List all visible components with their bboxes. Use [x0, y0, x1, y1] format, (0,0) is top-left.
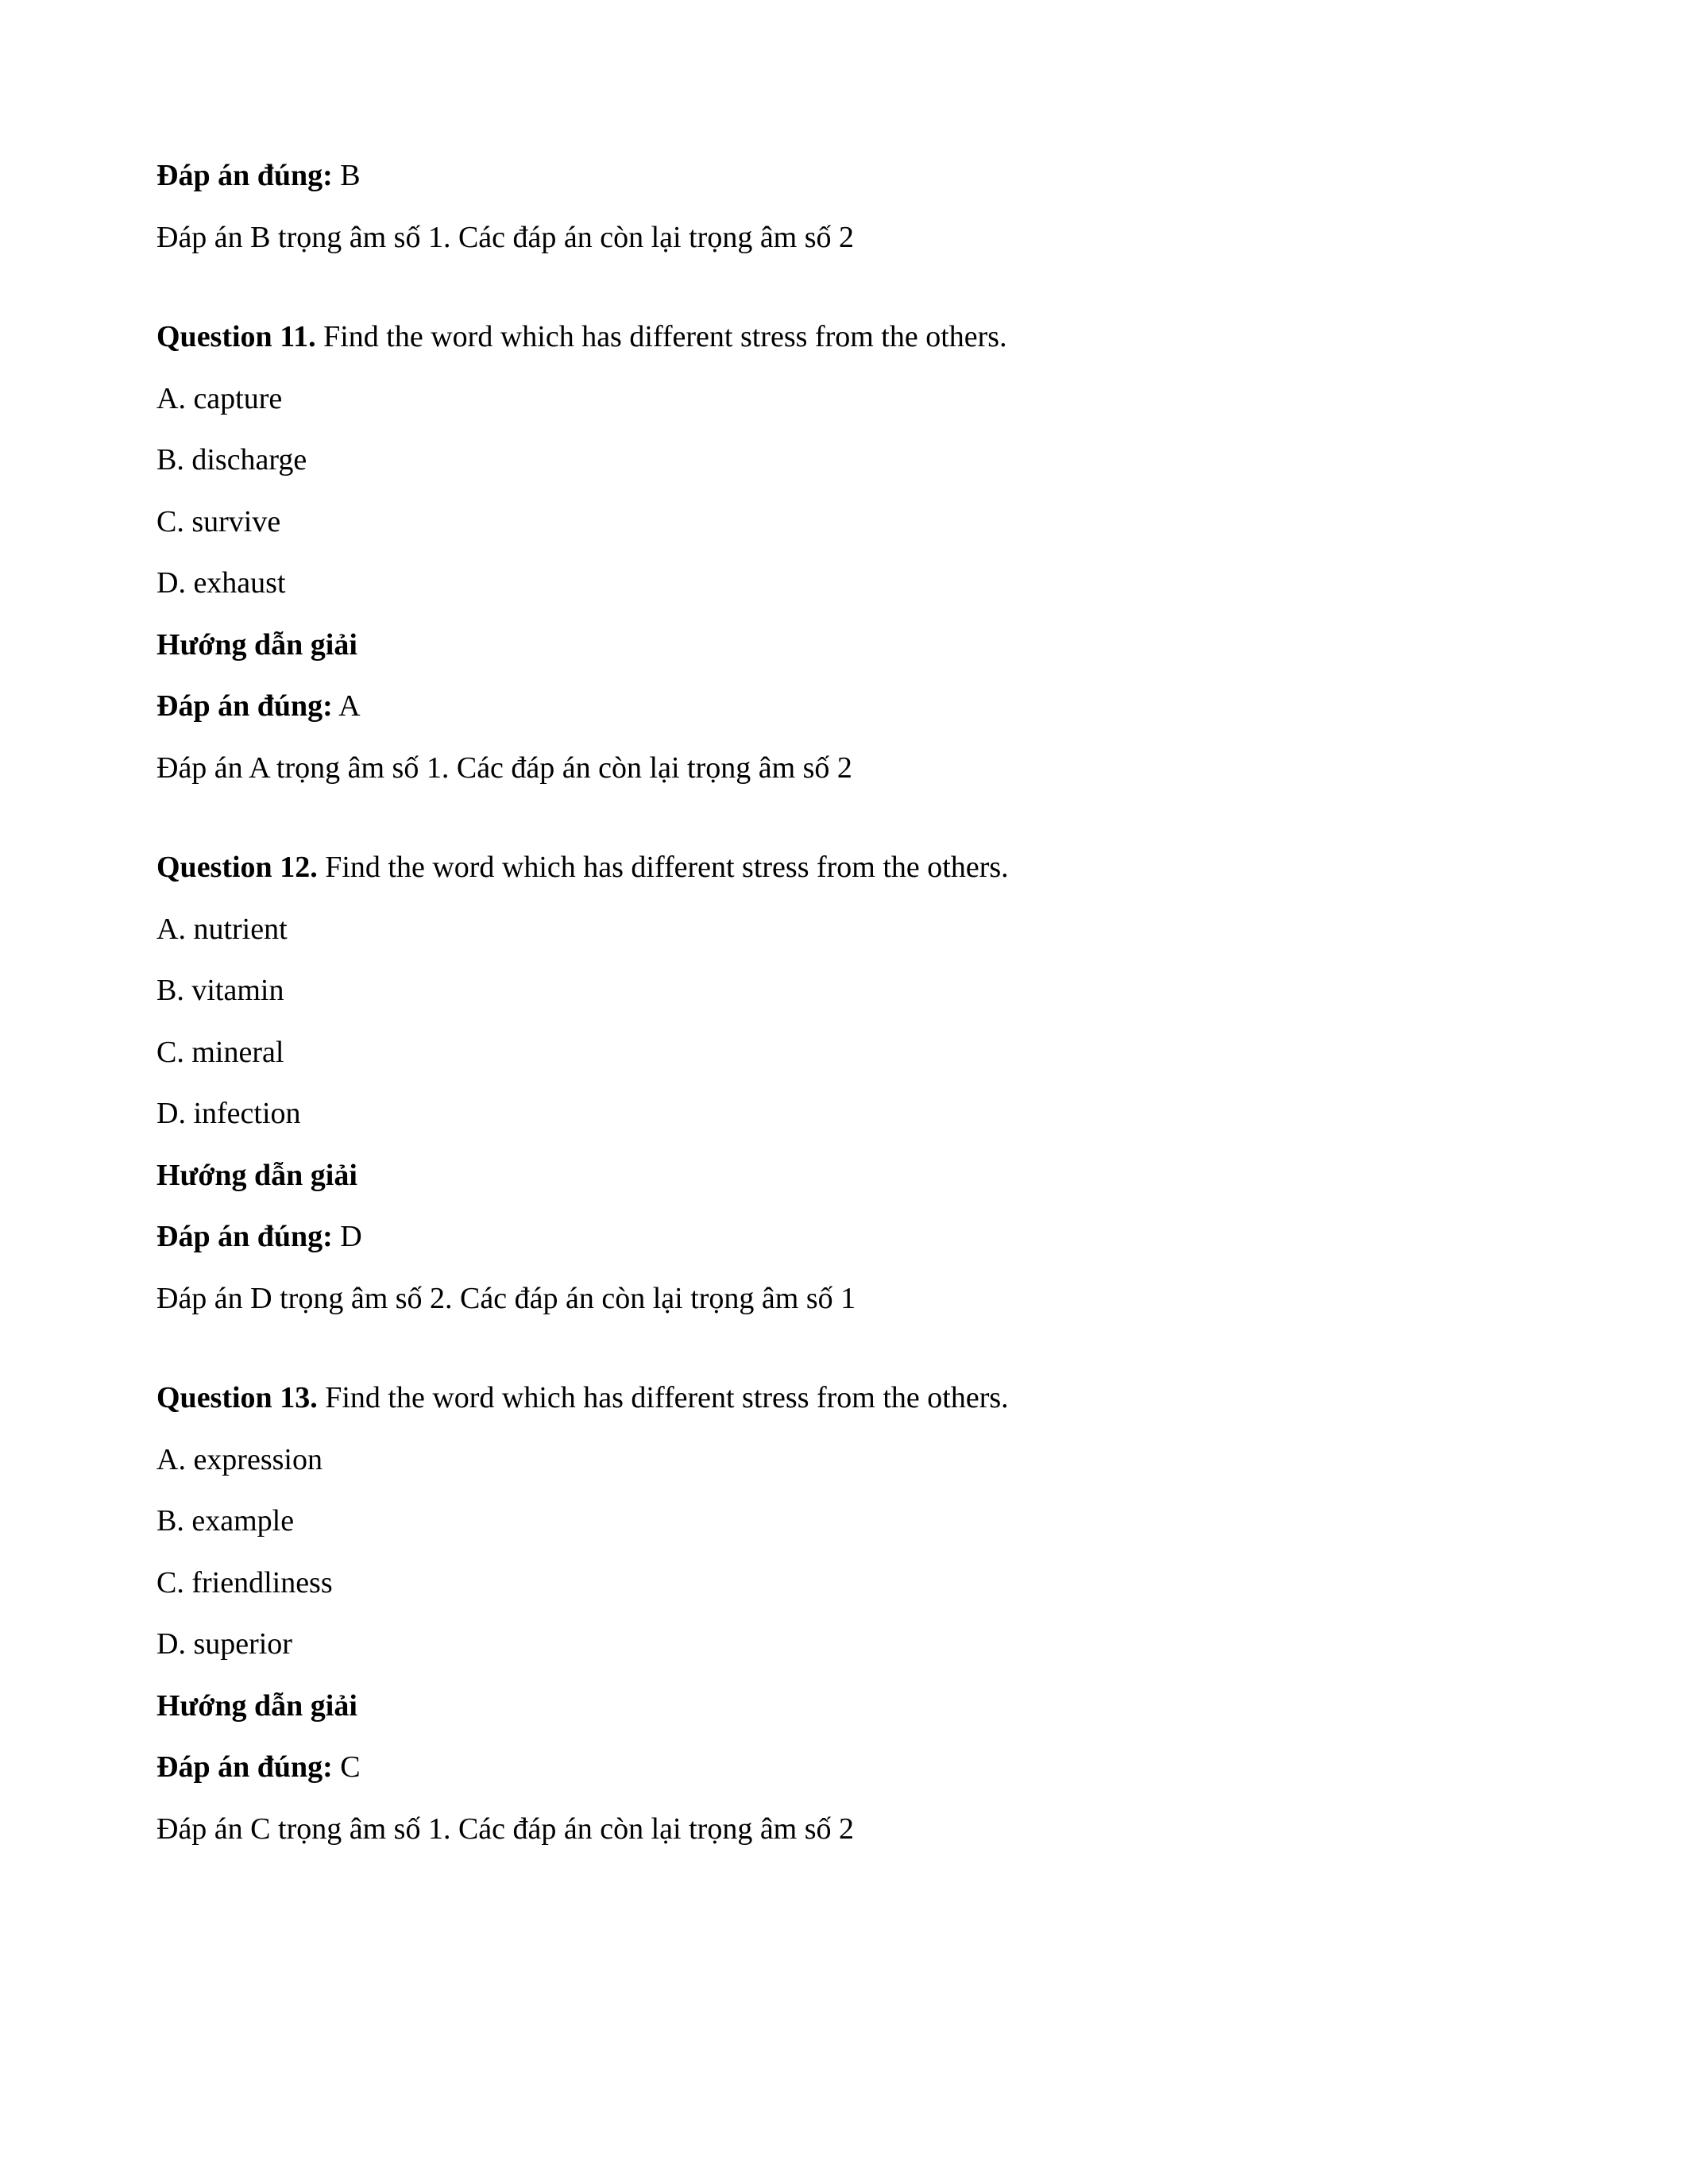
question-prompt: Find the word which has different stress from the others.: [323, 320, 1007, 353]
answer-value: B: [340, 159, 361, 192]
answer-line: [156, 157, 1529, 195]
answer-line: [156, 688, 1529, 726]
answer-explanation: Đáp án D trọng âm số 2. Các đáp án còn lại trọng âm số 1: [156, 1281, 856, 1315]
answer-label: Đáp án đúng:: [156, 1220, 333, 1253]
option-a: A. capture: [156, 381, 283, 415]
option-b: B. discharge: [156, 443, 307, 477]
answer-value: A: [338, 689, 361, 723]
answer-label: Đáp án đúng:: [156, 159, 333, 192]
guide-heading: Hướng dẫn giải: [156, 1158, 357, 1192]
question-block-13: [156, 1379, 1529, 1848]
answer-line: [156, 1749, 1529, 1787]
question-prompt: Find the word which has different stress from the others.: [325, 1381, 1009, 1414]
answer-label: Đáp án đúng:: [156, 689, 333, 723]
option-b: B. vitamin: [156, 974, 284, 1007]
option-d: D. superior: [156, 1627, 292, 1661]
answer-explanation: Đáp án B trọng âm số 1. Các đáp án còn lại trọng âm số 2: [156, 220, 855, 254]
guide-heading: Hướng dẫn giải: [156, 627, 357, 662]
answer-explanation: Đáp án C trọng âm số 1. Các đáp án còn lại trọng âm số 2: [156, 1812, 855, 1846]
option-c: C. mineral: [156, 1035, 284, 1069]
question-prompt: Find the word which has different stress from the others.: [325, 851, 1009, 884]
answer-label: Đáp án đúng:: [156, 1750, 333, 1784]
answer-value: D: [340, 1220, 362, 1253]
option-c: C. survive: [156, 504, 281, 538]
option-d: D. infection: [156, 1097, 301, 1130]
question-line: [156, 318, 1529, 357]
option-d: D. exhaust: [156, 566, 286, 600]
guide-heading: Hướng dẫn giải: [156, 1688, 357, 1723]
option-c: C. friendliness: [156, 1565, 333, 1599]
question-block-11: [156, 318, 1529, 787]
answer-value: C: [340, 1750, 361, 1784]
question-block-12: [156, 849, 1529, 1318]
question-line: [156, 1379, 1529, 1418]
question-number: Question 13.: [156, 1381, 318, 1414]
answer-explanation: Đáp án A trọng âm số 1. Các đáp án còn lại trọng âm số 2: [156, 751, 852, 785]
option-a: A. expression: [156, 1442, 323, 1476]
option-a: A. nutrient: [156, 912, 288, 946]
question-number: Question 11.: [156, 320, 316, 353]
answer-line: [156, 1218, 1529, 1256]
option-b: B. example: [156, 1504, 295, 1538]
question-line: [156, 849, 1529, 887]
question-number: Question 12.: [156, 851, 318, 884]
